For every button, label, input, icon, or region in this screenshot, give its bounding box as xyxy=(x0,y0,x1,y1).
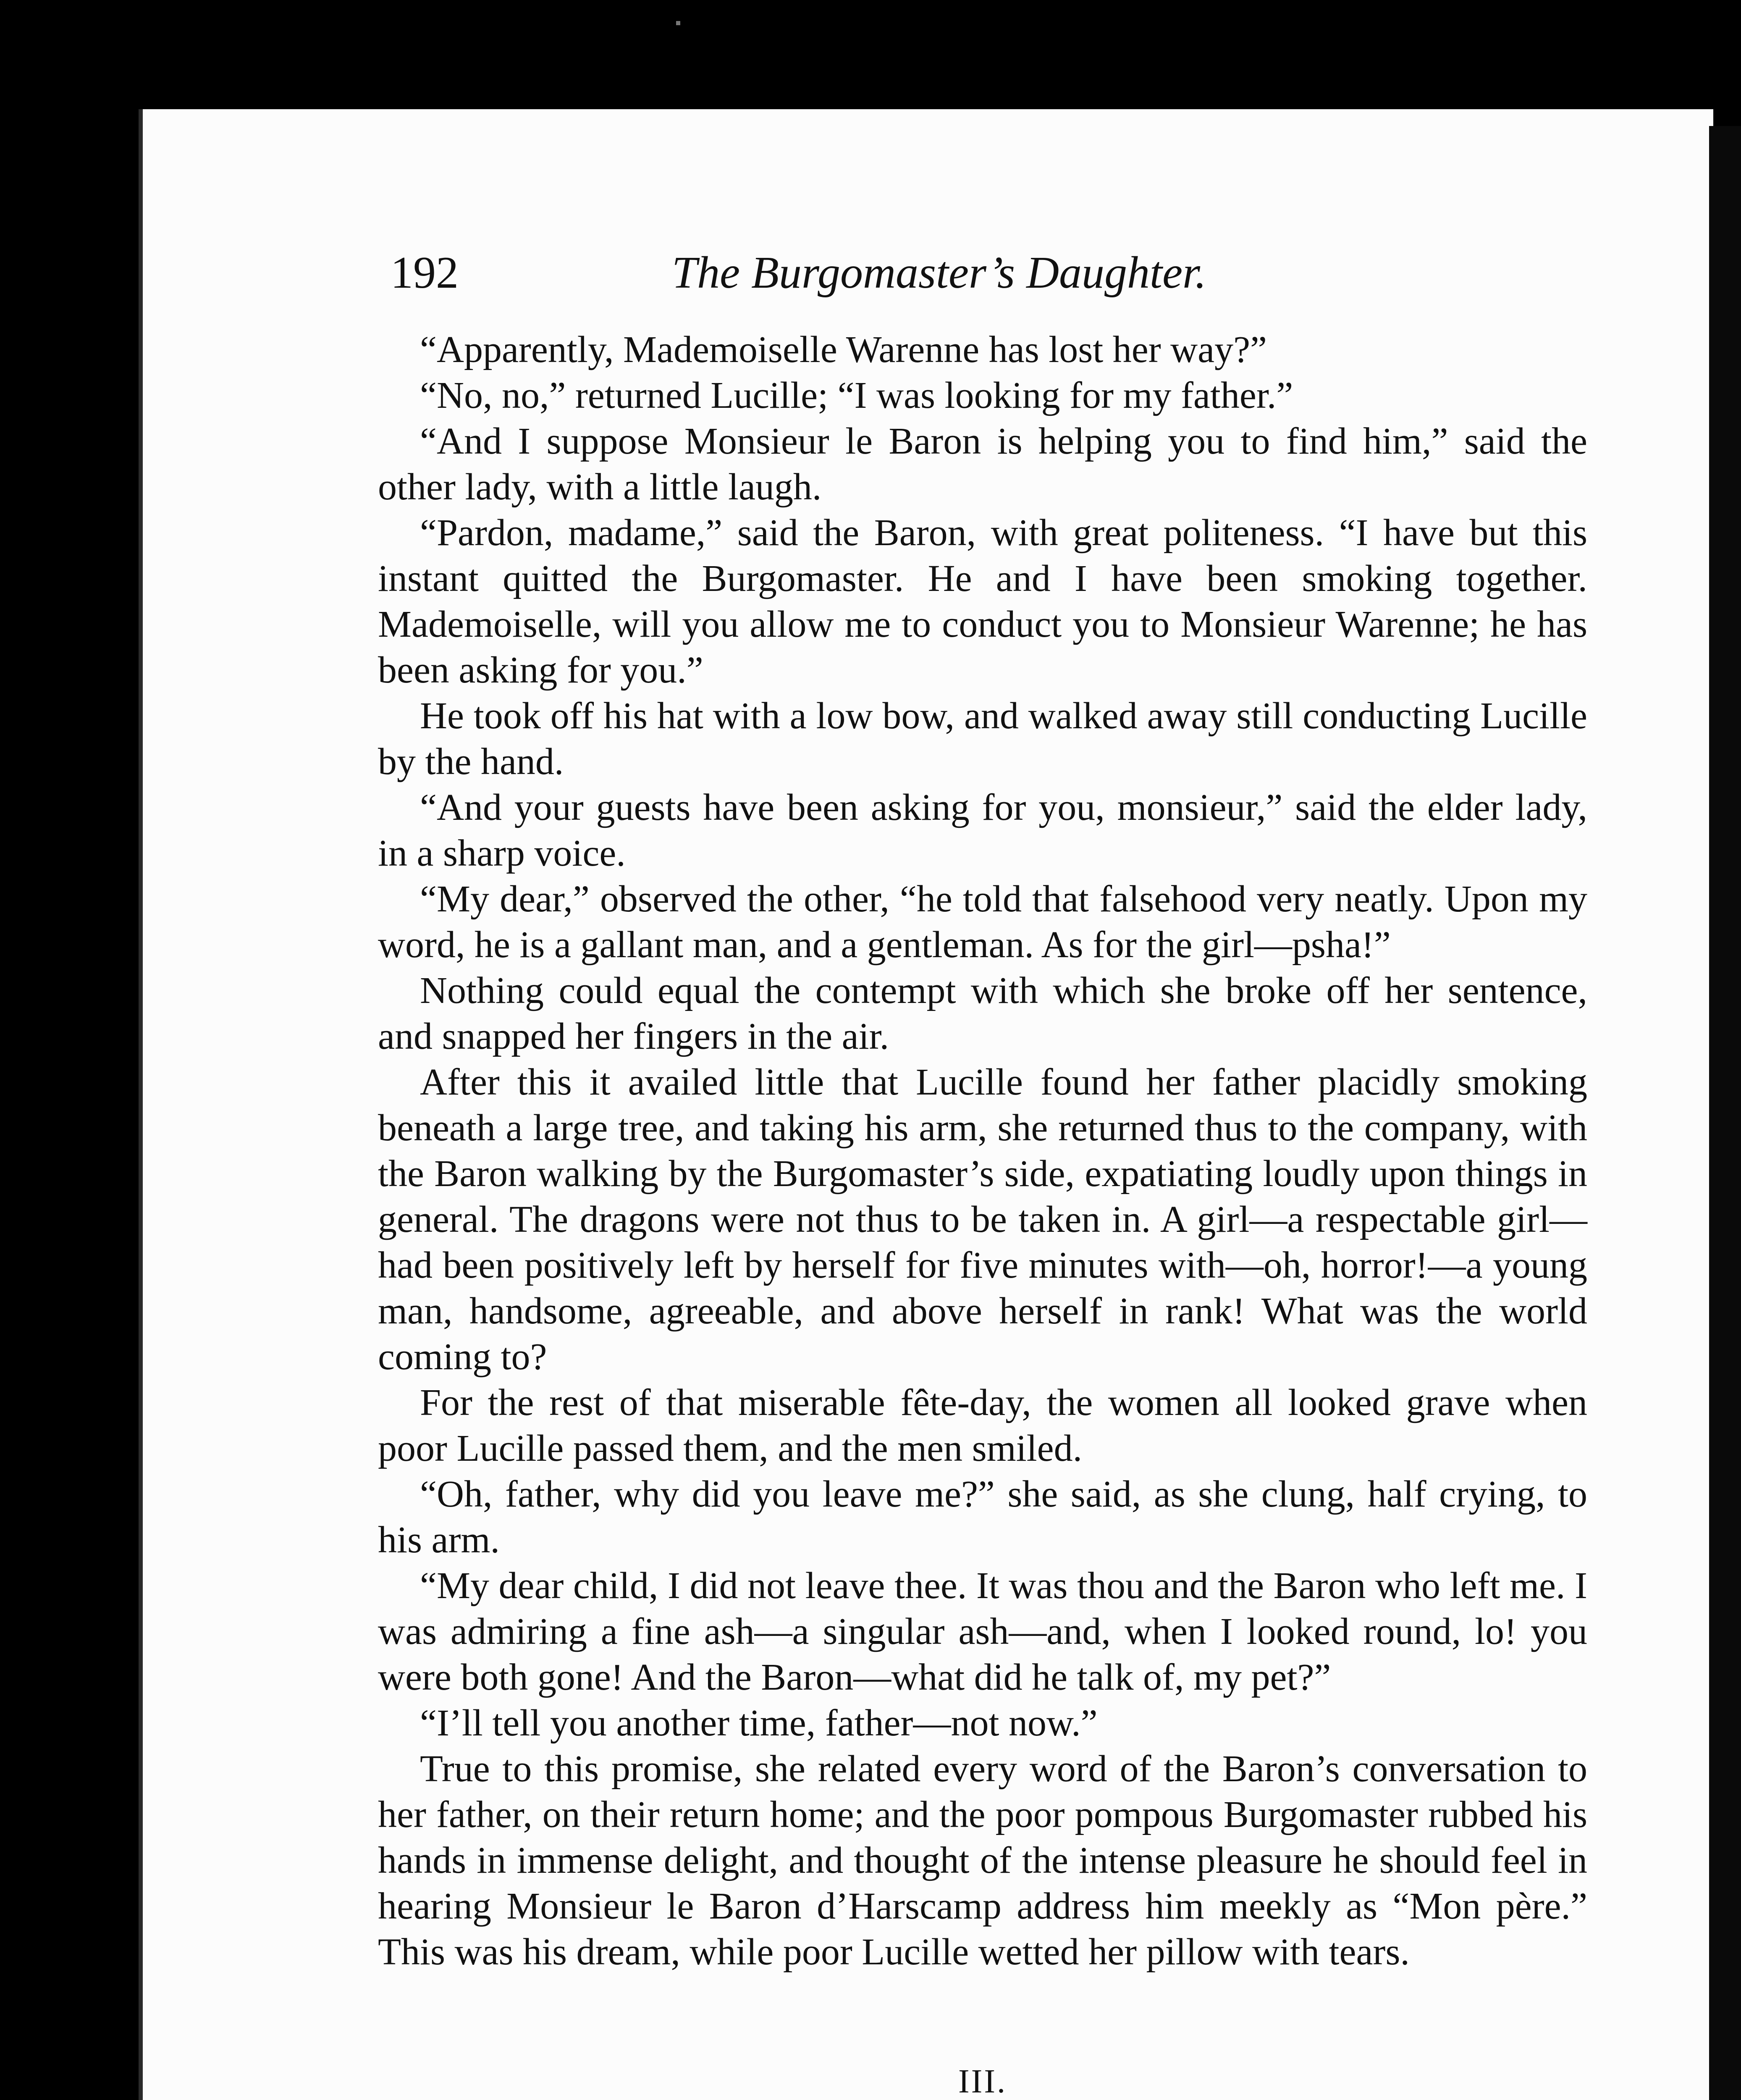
running-title: The Burgomaster’s Daughter. xyxy=(672,248,1207,298)
body-text xyxy=(378,327,1587,2100)
paragraph: “Apparently, Mademoiselle Warenne has lost her way?” xyxy=(420,329,1267,370)
paragraph: “And your guests have been asking for you, monsieur,” said the elder lady, in a sharp voice. xyxy=(378,787,1587,874)
paragraph: Nothing could equal the contempt with which she broke off her sentence, and snapped her fingers in the air. xyxy=(378,970,1587,1057)
paragraph: After this it availed little that Lucille found her father placidly smoking beneath a large tree, and taking his arm, she returned thus to the company, with the Baron walking by the Burgomaster’s side, expatiating loudly upon things in general. The dragons were not thus to be taken in. A girl—a respectable girl—had been positively left by herself for five minutes with—oh, horror!—a young man, handsome, agreeable, and above herself in rank! What was the world coming to? xyxy=(378,1061,1587,1378)
next-page-edge xyxy=(1709,126,1741,2100)
paragraph: “Pardon, madame,” said the Baron, with great politeness. “I have but this instant quitted the Burgomaster. He and I have been smoking together. Mademoiselle, will you allow me to conduct you to Monsieur Warenne; he has been asking for you.” xyxy=(378,512,1587,691)
paragraph: “I’ll tell you another time, father—not now.” xyxy=(420,1702,1098,1744)
paragraph: He took off his hat with a low bow, and walked away still conducting Lucille by the hand. xyxy=(378,695,1587,782)
paragraph: “Oh, father, why did you leave me?” she said, as she clung, half crying, to his arm. xyxy=(378,1473,1587,1561)
paragraph: “My dear child, I did not leave thee. It was thou and the Baron who left me. I was admiring a fine ash—a singular ash—and, when I looked round, lo! you were both gone! And the Baron—what did he talk of, my pet?” xyxy=(378,1565,1587,1698)
page-number: 192 xyxy=(391,248,459,298)
scan-speck xyxy=(676,21,680,25)
paragraph: “And I suppose Monsieur le Baron is helping you to find him,” said the other lady, with a little laugh. xyxy=(378,420,1587,508)
page-header xyxy=(391,244,1302,302)
paragraph: “No, no,” returned Lucille; “I was looking for my father.” xyxy=(420,375,1293,416)
paragraph: True to this promise, she related every word of the Baron’s conversation to her father, on their return home; and the poor pompous Burgomaster rubbed his hands in immense delight, and thought of the intense pleasure he should feel in hearing Monsieur le Baron d’Harscamp address him meekly as “Mon père.” This was his dream, while poor Lucille wetted her pillow with tears. xyxy=(378,1748,1587,1973)
paragraph: For the rest of that miserable fête-day, the women all looked grave when poor Lucille passed them, and the men smiled. xyxy=(378,1382,1587,1469)
section-heading: III. xyxy=(958,2063,1007,2100)
paragraph: “My dear,” observed the other, “he told that falsehood very neatly. Upon my word, he is a gallant man, and a gentleman. As for the girl—psha!” xyxy=(378,878,1587,966)
